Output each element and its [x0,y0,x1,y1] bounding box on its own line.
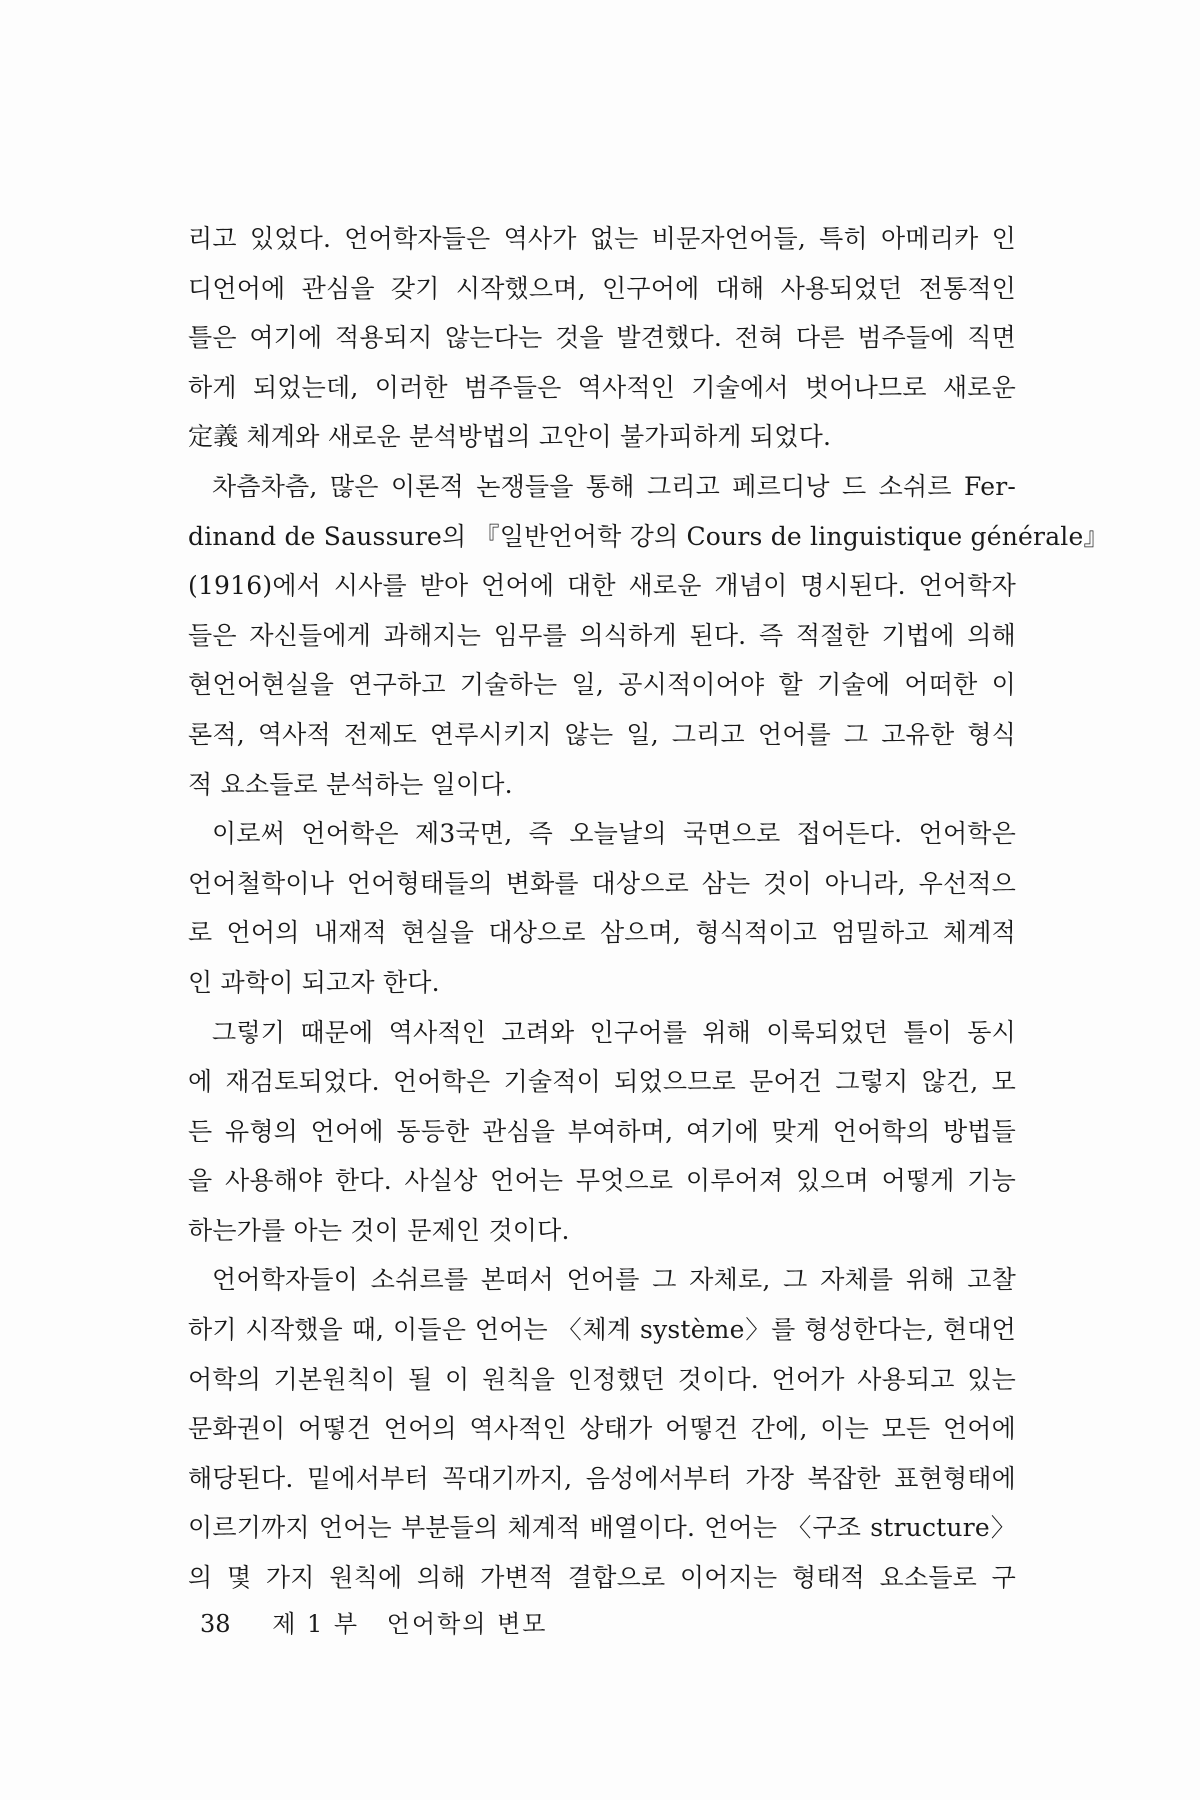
text-line: 언어철학이나 언어형태들의 변화를 대상으로 삼는 것이 아니라, 우선적으 [188,868,1016,898]
text-line: 定義 체계와 새로운 분석방법의 고안이 불가피하게 되었다. [188,422,832,452]
text-line: 디언어에 관심을 갖기 시작했으며, 인구어에 대해 사용되었던 전통적인 [188,273,1016,303]
text-line: dinand de Saussure의 『일반언어학 강의 Cours de linguistique générale』 [188,521,1109,551]
text-line: 론적, 역사적 전제도 연루시키지 않는 일, 그리고 언어를 그 고유한 형식 [188,719,1016,749]
text-line: 문화권이 어떻건 언어의 역사적인 상태가 어떻건 간에, 이는 모든 언어에 [188,1414,1016,1444]
text-line: 로 언어의 내재적 현실을 대상으로 삼으며, 형식적이고 엄밀하고 체계적 [188,918,1016,948]
text-line: 의 몇 가지 원칙에 의해 가변적 결합으로 이어지는 형태적 요소들로 구 [188,1563,1016,1593]
page-number: 38 [200,1610,231,1638]
text-line: 하기 시작했을 때, 이들은 언어는 〈체계 système〉를 형성한다는, 현대언 [188,1315,1016,1345]
text-line: 현언어현실을 연구하고 기술하는 일, 공시적이어야 할 기술에 어떠한 이 [188,670,1016,700]
text-line: 이로써 언어학은 제3국면, 즉 오늘날의 국면으로 접어든다. 언어학은 [212,819,1016,849]
text-line: 하는가를 아는 것이 문제인 것이다. [188,1215,570,1245]
text-line: 어학의 기본원칙이 될 이 원칙을 인정했던 것이다. 언어가 사용되고 있는 [188,1364,1016,1394]
text-line: 언어학자들이 소쉬르를 본떠서 언어를 그 자체로, 그 자체를 위해 고찰 [212,1265,1016,1295]
text-line: 인 과학이 되고자 한다. [188,967,440,997]
text-line: 적 요소들로 분석하는 일이다. [188,769,513,799]
page-footer [200,1604,547,1644]
text-line: 해당된다. 밑에서부터 꼭대기까지, 음성에서부터 가장 복잡한 표현형태에 [188,1463,1016,1493]
text-line: 이르기까지 언어는 부분들의 체계적 배열이다. 언어는 〈구조 structure〉 [188,1513,1016,1543]
text-line: 틀은 여기에 적용되지 않는다는 것을 발견했다. 전혀 다른 범주들에 직면 [188,323,1016,353]
text-line: 차츰차츰, 많은 이론적 논쟁들을 통해 그리고 페르디낭 드 소쉬르 Fer- [212,471,1016,501]
text-line: 그렇기 때문에 역사적인 고려와 인구어를 위해 이룩되었던 틀이 동시 [212,1017,1016,1047]
chapter-title: 언어학의 변모 [386,1610,548,1638]
text-line: 을 사용해야 한다. 사실상 언어는 무엇으로 이루어져 있으며 어떻게 기능 [188,1166,1016,1196]
text-line: (1916)에서 시사를 받아 언어에 대한 새로운 개념이 명시된다. 언어학자 [188,571,1016,601]
text-line: 들은 자신들에게 과해지는 임무를 의식하게 된다. 즉 적절한 기법에 의해 [188,620,1016,650]
text-line: 든 유형의 언어에 동등한 관심을 부여하며, 여기에 맞게 언어학의 방법들 [188,1116,1016,1146]
text-line: 하게 되었는데, 이러한 범주들은 역사적인 기술에서 벗어나므로 새로운 [188,372,1016,402]
text-line: 리고 있었다. 언어학자들은 역사가 없는 비문자언어들, 특히 아메리카 인 [188,224,1016,253]
part-label: 제 1 부 [272,1610,360,1638]
text-line: 에 재검토되었다. 언어학은 기술적이 되었으므로 문어건 그렇지 않건, 모 [188,1067,1016,1097]
body-text [188,214,1109,1603]
